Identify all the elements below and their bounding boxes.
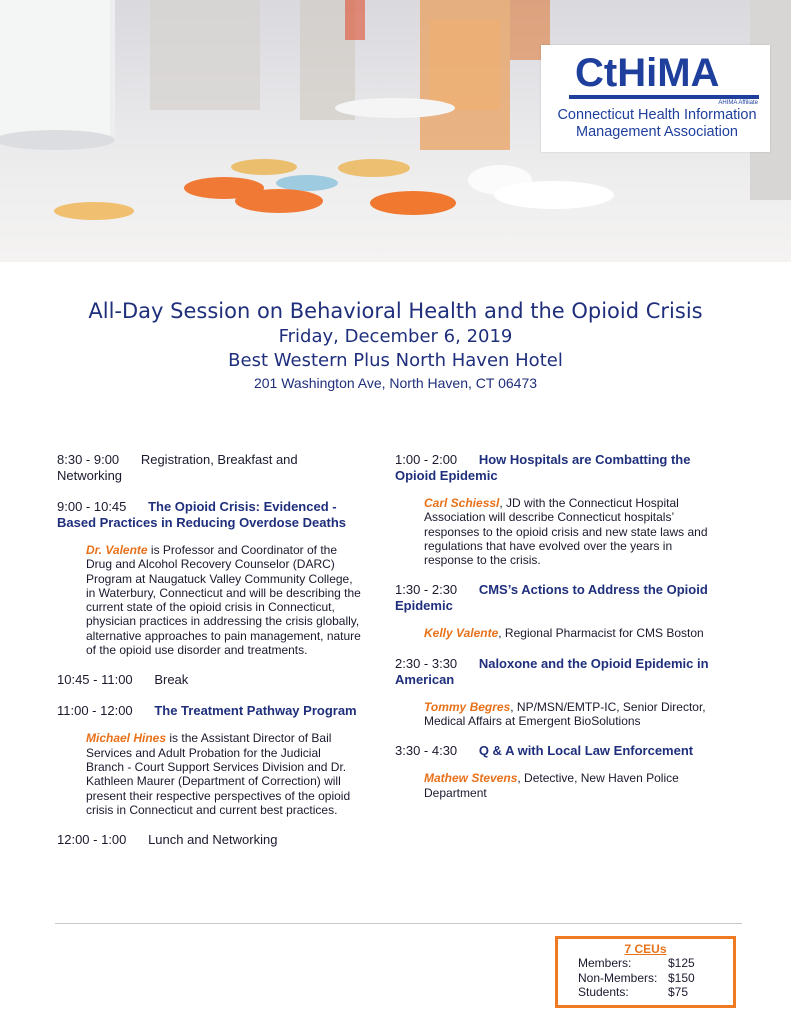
speaker-bio: , NP/MSN/EMTP-IC, Senior Director, Medical Affairs at Emergent BioSolutions: [424, 699, 706, 729]
agenda-time: 10:45 - 11:00: [57, 672, 133, 688]
agenda-session-title: The Opioid Crisis: Evidenced - Based Practices in Reducing Overdose Deaths: [57, 499, 346, 530]
ceu-price: $75: [668, 985, 689, 999]
agenda-session-title: Lunch and Networking: [148, 832, 278, 848]
ceu-audience-label: Students:: [578, 985, 629, 999]
agenda-description: [57, 731, 362, 817]
agenda-item-heading: [57, 703, 362, 719]
agenda-item-heading: [57, 452, 362, 484]
event-date: Friday, December 6, 2019: [278, 326, 513, 347]
agenda-session-title: CMS’s Actions to Address the Opioid Epidemic: [395, 582, 708, 614]
agenda-description: [395, 700, 715, 729]
agenda-item: [57, 672, 362, 688]
agenda-item-heading: [57, 832, 362, 848]
speaker-name: Mathew Stevens: [424, 771, 518, 786]
agenda-time: 2:30 - 3:30: [395, 655, 458, 671]
speaker-name: Michael Hines: [86, 731, 167, 746]
agenda-left-column: [57, 452, 362, 863]
ceu-price-row: [558, 956, 733, 971]
hero-photo: [0, 0, 791, 262]
speaker-bio: is the Assistant Director of Bail Services and Adult Probation for the Judicial Branch - Court Support Services Division and Dr. Kathleen Maurer (Department of Correction) will present their respective perspectives of the opioid crisis in Connecticut and current best practices.: [86, 731, 351, 817]
agenda-item: [395, 656, 715, 729]
speaker-bio: , Regional Pharmacist for CMS Boston: [498, 626, 704, 641]
agenda-item: [395, 582, 715, 640]
speaker-bio: , Detective, New Haven Police Department: [424, 771, 679, 800]
ceu-audience-label: Non-Members:: [578, 970, 658, 985]
logo-name-line1: Connecticut Health Information: [557, 107, 757, 123]
ceu-price: $150: [668, 970, 695, 985]
agenda-item: [57, 832, 362, 848]
ceu-title: 7 CEUs: [624, 942, 667, 956]
event-venue: Best Western Plus North Haven Hotel: [228, 350, 563, 371]
speaker-name: Carl Schiessl: [424, 496, 500, 510]
ceu-audience-label: Members:: [578, 956, 632, 970]
agenda-time: 11:00 - 12:00: [57, 703, 133, 719]
agenda-session-title: Break: [154, 672, 189, 688]
ceu-pricing-box: [555, 936, 736, 1008]
agenda-item: [395, 452, 715, 567]
agenda-item-heading: [57, 499, 362, 531]
agenda-item-heading: [395, 452, 715, 484]
agenda-description: [395, 496, 715, 567]
ceu-price-row: [558, 985, 733, 1000]
agenda-time: 1:00 - 2:00: [395, 452, 458, 467]
agenda-session-title: Q & A with Local Law Enforcement: [478, 743, 694, 759]
agenda-item: [57, 703, 362, 817]
agenda-item-heading: [395, 582, 715, 614]
logo-wordmark: CtHiMA: [575, 51, 720, 95]
agenda-item-heading: [395, 656, 715, 688]
event-address: 201 Washington Ave, North Haven, CT 06473: [253, 375, 538, 391]
agenda-time: 3:30 - 4:30: [395, 743, 458, 759]
ceu-price: $125: [668, 956, 695, 970]
agenda-item: [57, 452, 362, 484]
agenda-time: 9:00 - 10:45: [57, 499, 127, 514]
agenda-description: [395, 626, 715, 640]
agenda-time: 8:30 - 9:00: [57, 452, 120, 467]
agenda-session-title: Registration, Breakfast and Networking: [57, 452, 298, 483]
divider-line: [55, 923, 742, 924]
agenda-item: [57, 499, 362, 657]
speaker-name: Kelly Valente: [424, 626, 499, 641]
agenda-description: [57, 543, 362, 657]
agenda-session-title: The Treatment Pathway Program: [154, 703, 357, 719]
logo-affiliate: AHIMA Affiliate: [718, 100, 758, 106]
logo-name-line2: Management Association: [575, 124, 738, 140]
agenda-item-heading: [395, 743, 715, 759]
agenda-time: 1:30 - 2:30: [395, 582, 458, 598]
logo-bar: [569, 95, 759, 99]
agenda-session-title: How Hospitals are Combatting the Opioid Epidemic: [395, 452, 691, 483]
speaker-name: Tommy Begres: [424, 699, 511, 714]
speaker-bio: , JD with the Connecticut Hospital Association will describe Connecticut hospitals’ responses to the opioid crisis and new state laws and regulations that have evolved over the years in response to the crisis.: [424, 496, 708, 568]
agenda-item: [395, 743, 715, 800]
ceu-price-row: [558, 971, 733, 986]
agenda-description: [395, 771, 715, 800]
agenda-time: 12:00 - 1:00: [57, 832, 127, 848]
event-header: [0, 298, 791, 393]
agenda-session-title: Naloxone and the Opioid Epidemic in American: [395, 655, 709, 687]
agenda-right-column: [395, 452, 715, 815]
speaker-name: Dr. Valente: [86, 543, 148, 557]
logo-org-name: [551, 107, 763, 141]
speaker-bio: is Professor and Coordinator of the Drug and Alcohol Recovery Counselor (DARC) Program at Naugatuck Valley Community College, in Waterbury, Connecticut and will be describing the current state of the opioid crisis in Connecticut, physician practices in addressing the crisis globally, alternative approaches to pain management, nature of the opioid use disorder and treatments.: [86, 543, 361, 658]
event-title: All-Day Session on Behavioral Health and the Opioid Crisis: [88, 299, 703, 323]
agenda-item-heading: [57, 672, 362, 688]
cthima-logo: [541, 45, 770, 152]
